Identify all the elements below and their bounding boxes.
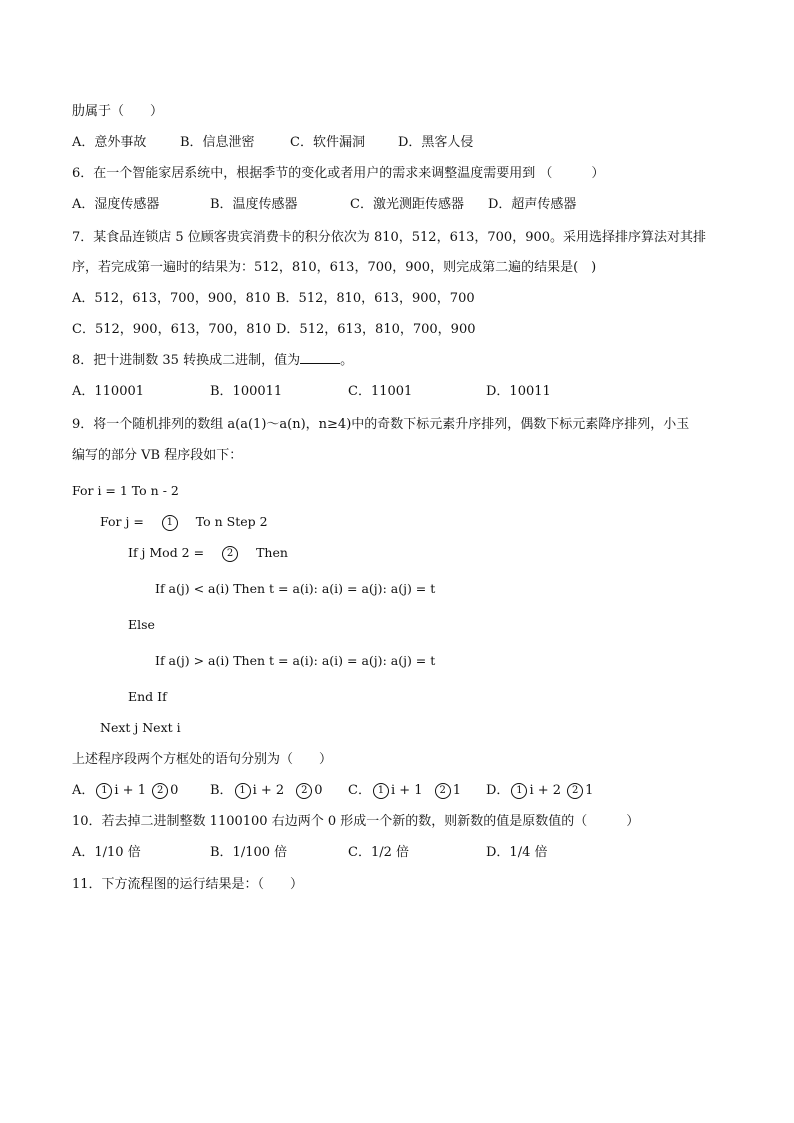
circle-2-icon: 2 (435, 783, 451, 799)
q6-option-a: A．湿度传感器 (72, 197, 160, 212)
option-label: A． (72, 783, 95, 798)
q9-line-2: 编写的部分 VB 程序段如下： (72, 448, 243, 463)
code-line-if-descending: If a(j) > a(i) Then t = a(i): a(i) = a(j): a(j) = t (155, 653, 436, 668)
q8-option-c: C．11001 (348, 384, 413, 399)
q7-option-c: C．512，900，613，700，810 (72, 322, 272, 337)
q6-option-d: D．超声传感器 (488, 197, 577, 212)
q11-text: 11．下方流程图的运行结果是：（ ） (72, 877, 304, 892)
q7-line-1: 7．某食品连锁店 5 位顾客贵宾消费卡的积分依次为 810，512，613，700，900。采用选择排序算法对其排 (72, 230, 707, 245)
q6-text: 6．在一个智能家居系统中，根据季节的变化或者用户的需求来调整温度需要用到 （ ） (72, 166, 605, 181)
code-line-if-ascending: If a(j) < a(i) Then t = a(i): a(i) = a(j): a(j) = t (155, 581, 436, 596)
circle-1-icon: 1 (373, 783, 389, 799)
option-value-1: i + 1 (114, 783, 146, 798)
q10-option-c: C．1/2 倍 (348, 845, 410, 860)
answer-blank (300, 351, 340, 364)
box-2-marker: 2 (222, 546, 238, 562)
q5-option-c: C．软件漏洞 (290, 135, 365, 150)
q8-option-d: D．10011 (486, 384, 551, 399)
q8-prefix: 8．把十进制数 35 转换成二进制，值为 (72, 353, 301, 368)
q10-text: 10．若去掉二进制整数 1100100 右边两个 0 形成一个新的数，则新数的值是原数值的（ ） (72, 814, 640, 829)
code-for-j-end: To n Step 2 (195, 514, 268, 529)
q8-option-b: B．100011 (210, 384, 283, 399)
option-label: B． (210, 783, 233, 798)
q8-suffix: 。 (340, 353, 354, 368)
code-line-next: Next j Next i (100, 720, 181, 735)
option-label: D． (486, 783, 510, 798)
option-value-2: 1 (585, 783, 594, 798)
q7-line-2: 序，若完成第一遍时的结果为：512，810，613，700，900，则完成第二遍的结果是( ) (72, 260, 597, 275)
q5-option-b: B．信息泄密 (180, 135, 255, 150)
q9-option-c (348, 781, 461, 801)
option-value-1: i + 2 (252, 783, 285, 798)
q6-option-b: B．温度传感器 (210, 197, 298, 212)
option-value-2: 1 (452, 783, 461, 798)
q10-option-d: D．1/4 倍 (486, 845, 548, 860)
q9-question: 上述程序段两个方框处的语句分别为（ ） (72, 752, 333, 767)
code-line-end-if: End If (128, 689, 167, 704)
circle-2-icon: 2 (296, 783, 312, 799)
option-value-2: 0 (170, 783, 179, 798)
q9-option-a (72, 781, 178, 801)
q10-option-a: A．1/10 倍 (72, 845, 141, 860)
option-label: C． (348, 783, 371, 798)
q7-option-b: B．512，810，613，900，700 (276, 291, 475, 306)
q7-option-d: D．512，613，810，700，900 (276, 322, 476, 337)
q8-option-a: A．110001 (72, 384, 145, 399)
code-line-for-i: For i = 1 To n - 2 (72, 483, 179, 498)
circle-1-icon: 1 (96, 783, 112, 799)
option-value-1: i + 1 (390, 783, 423, 798)
circle-2-icon: 2 (152, 783, 168, 799)
circle-1-icon: 1 (511, 783, 527, 799)
q6-option-c: C．激光测距传感器 (350, 197, 464, 212)
q5-tail: 肋属于（ ） (72, 104, 164, 119)
q9-line-1: 9．将一个随机排列的数组 a(a(1)～a(n)，n≥4)中的奇数下标元素升序排列，偶数下标元素降序排列，小玉 (72, 417, 690, 432)
code-if-start: If j Mod 2 = (128, 545, 205, 560)
code-line-else: Else (128, 617, 155, 632)
option-value-1: i + 2 (529, 783, 562, 798)
q5-option-d: D．黑客人侵 (398, 135, 474, 150)
q8-text (72, 351, 353, 371)
code-for-j-start: For j = (100, 514, 144, 529)
code-line-for-j (100, 512, 268, 532)
code-line-if (128, 543, 288, 563)
q9-option-b (210, 781, 323, 801)
q5-option-a: A．意外事故 (72, 135, 147, 150)
box-1-marker: 1 (162, 515, 178, 531)
q7-option-a: A．512，613，700，900，810 (72, 291, 271, 306)
circle-1-icon: 1 (235, 783, 251, 799)
code-if-end: Then (256, 545, 288, 560)
q10-option-b: B．1/100 倍 (210, 845, 288, 860)
option-value-2: 0 (314, 783, 323, 798)
q9-option-d (486, 781, 593, 801)
circle-2-icon: 2 (567, 783, 583, 799)
